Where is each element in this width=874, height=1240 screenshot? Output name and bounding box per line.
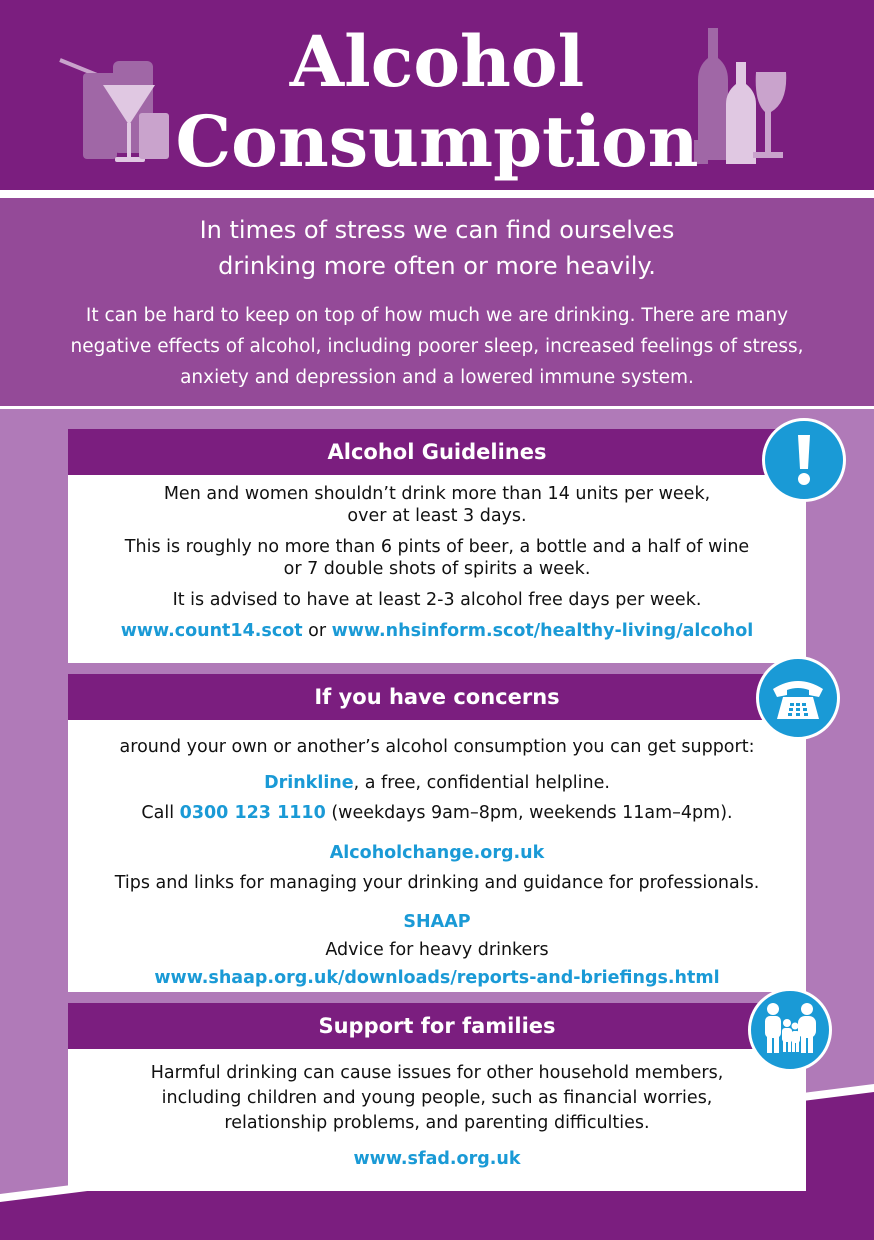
shaap-link[interactable]: www.shaap.org.uk/downloads/reports-and-briefings.html: [154, 968, 720, 988]
families-heading: Support for families: [68, 1003, 806, 1049]
guidelines-free-days: It is advised to have at least 2-3 alcohol free days per week.: [172, 590, 702, 610]
drinkline-phone[interactable]: 0300 123 1110: [179, 803, 326, 823]
drinkline: [68, 768, 806, 828]
header: [0, 0, 874, 190]
intro-lead: [0, 212, 874, 284]
guidelines-units: [68, 483, 806, 527]
drinkline-desc: , a free, confidential helpline.: [353, 773, 610, 793]
shaap: [68, 908, 806, 992]
alcoholchange-link[interactable]: Alcoholchange.org.uk: [329, 843, 545, 863]
families-line-2: including children and young people, such as financial worries,: [161, 1088, 713, 1108]
guidelines-equivalents-line-2: or 7 double shots of spirits a week.: [283, 559, 591, 579]
concerns-intro: around your own or another’s alcohol consumption you can get support:: [119, 737, 755, 757]
families-card: [68, 1003, 806, 1191]
guidelines-heading: Alcohol Guidelines: [68, 429, 806, 475]
concerns-heading: If you have concerns: [68, 674, 806, 720]
alcoholchange: [68, 838, 806, 898]
links-or: or: [302, 621, 332, 641]
telephone-icon: [756, 656, 840, 740]
intro-body: It can be hard to keep on top of how much we are drinking. There are many negative effects of alcohol, including poorer sleep, increased feelings of stress, anxiety and depression and a lowered immune system.: [70, 305, 804, 388]
concerns-card: [68, 674, 806, 992]
guidelines-units-line-1: Men and women shouldn’t drink more than 14 units per week,: [163, 484, 711, 504]
shaap-desc: Advice for heavy drinkers: [325, 940, 549, 960]
concerns-body: [68, 720, 806, 992]
drinkline-name[interactable]: Drinkline: [264, 773, 354, 793]
alcoholchange-desc: Tips and links for managing your drinking and guidance for professionals.: [114, 873, 760, 893]
families-line-1: Harmful drinking can cause issues for other household members,: [150, 1063, 724, 1083]
count14-link[interactable]: www.count14.scot: [120, 621, 303, 641]
sfad-link[interactable]: www.sfad.org.uk: [353, 1149, 521, 1169]
page-title: [0, 22, 874, 182]
shaap-name[interactable]: SHAAP: [403, 912, 471, 932]
guidelines-card: [68, 429, 806, 663]
guidelines-equivalents-line-1: This is roughly no more than 6 pints of beer, a bottle and a half of wine: [124, 537, 750, 557]
intro-divider: [0, 406, 874, 409]
guidelines-links: [68, 620, 806, 642]
title-line-2: Consumption: [175, 100, 699, 183]
families-body: [68, 1049, 806, 1172]
guidelines-units-line-2: over at least 3 days.: [347, 506, 527, 526]
guidelines-body: [68, 475, 806, 642]
drinkline-hours: (weekdays 9am–8pm, weekends 11am–4pm).: [325, 803, 733, 823]
guidelines-equivalents: [68, 536, 806, 580]
header-divider: [0, 190, 874, 198]
nhsinform-link[interactable]: www.nhsinform.scot/healthy-living/alcohol: [331, 621, 754, 641]
families-line-3: relationship problems, and parenting difficulties.: [224, 1113, 650, 1133]
title-line-1: Alcohol: [289, 20, 585, 103]
intro-lead-line-1: In times of stress we can find ourselves: [199, 216, 675, 244]
intro-lead-line-2: drinking more often or more heavily.: [218, 252, 656, 280]
families-text: [68, 1061, 806, 1136]
call-prefix: Call: [141, 803, 180, 823]
exclamation-icon: [762, 418, 846, 502]
family-icon: [748, 988, 832, 1072]
intro-section: [0, 198, 874, 406]
